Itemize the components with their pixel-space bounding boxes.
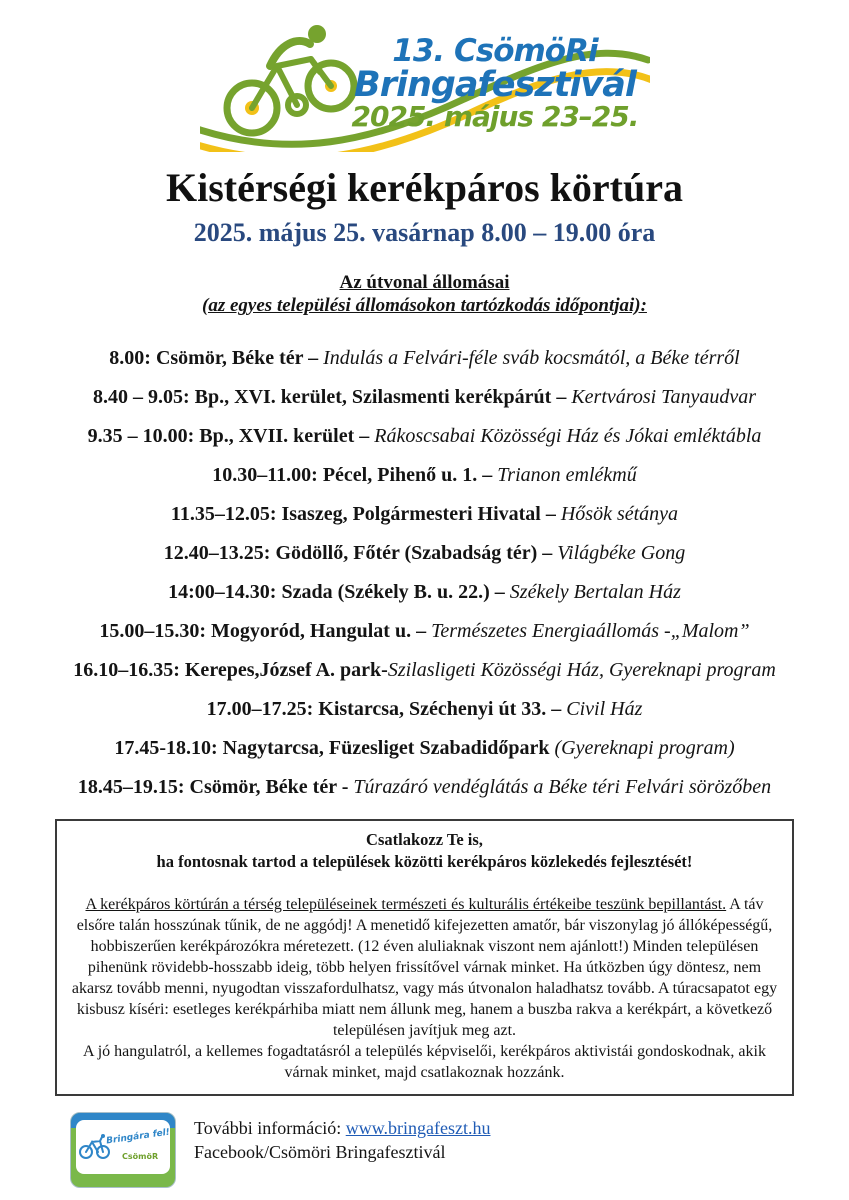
route-item — [0, 580, 849, 604]
route-item — [0, 502, 849, 526]
route-item-description: Hősök sétánya — [560, 503, 679, 525]
route-item-description: Rákoscsabai Közösségi Ház és Jókai emléktábla — [374, 425, 762, 447]
route-item-time-place: 17.45-18.10: Nagytarcsa, Füzesliget Szabadidőpark — [114, 737, 550, 759]
route-item-time-place: 9.35 – 10.00: Bp., XVII. kerület – — [87, 425, 370, 447]
festival-edition: 13. CsömöRi — [392, 33, 598, 69]
route-item-description: Természetes Energiaállomás -„Malom” — [431, 620, 750, 642]
route-item-time-place: 16.10–16.35: Kerepes,József A. park- — [73, 659, 388, 681]
website-link[interactable]: www.bringafeszt.hu — [345, 1117, 491, 1138]
join-info-box — [55, 819, 794, 1096]
route-item — [0, 775, 849, 799]
route-item — [0, 385, 849, 409]
route-item — [0, 658, 849, 682]
info-box-spacer — [71, 873, 778, 894]
festival-logo-text — [351, 33, 639, 134]
badge-white-panel — [76, 1120, 170, 1174]
route-item-description: (Gyereknapi program) — [554, 737, 735, 759]
route-item-time-place: 10.30–11.00: Pécel, Pihenő u. 1. – — [212, 464, 493, 486]
route-item — [0, 541, 849, 565]
footer-info-label: További információ: — [194, 1117, 346, 1138]
route-item-time-place: 14:00–14.30: Szada (Székely B. u. 22.) – — [168, 581, 505, 603]
route-subheading: (az egyes települési állomásokon tartózkodás időpontjai): — [202, 295, 647, 316]
festival-name: Bringafesztivál — [354, 64, 636, 105]
route-item-description: Kertvárosi Tanyaudvar — [571, 386, 756, 408]
info-box-body-text: A táv elsőre talán hosszúnak tűnik, de ne aggódj! A menetidő kifejezetten amatőr, bár viszonylag jó állóképességű, hobbiszerűen kerékpározókra méretezett. (12 éven aluliaknak viszont nem ajánlott!) Minden településen pihenünk rövidebb-hosszabb ideig, több helyen frissítővel várnak minket. Ha útközben úgy döntesz, nem akarsz tovább menni, nyugodtan visszafordulhatsz, vagy más útvonalon haladhatsz tovább. A túracsapatot egy kisbusz kíséri: esetleges kerékpárhiba miatt nem állunk meg, hanem a buszba rakva a kerékpárt, a következő településen javítjuk meg azt. — [71, 895, 778, 1040]
info-box-closing: A jó hangulatról, a kellemes fogadtatásról a település képviselői, kerékpáros aktivistái gondoskodnak, akik várnak minket, majd csatlakoznak hozzánk. — [83, 1043, 766, 1082]
footer — [70, 1112, 849, 1188]
route-item — [0, 697, 849, 721]
festival-dates: 2025. május 23–25. — [351, 100, 639, 134]
page-title: Kistérségi kerékpáros körtúra — [166, 165, 683, 210]
route-item — [0, 424, 849, 448]
route-item-description: Világbéke Gong — [557, 542, 686, 564]
route-heading: Az útvonal állomásai — [339, 272, 510, 293]
route-list — [0, 346, 849, 799]
route-item-time-place: 12.40–13.25: Gödöllő, Főtér (Szabadság tér) – — [163, 542, 553, 564]
route-item-time-place: 8.40 – 9.05: Bp., XVI. kerület, Szilasmenti kerékpárút – — [93, 386, 567, 408]
route-item-time-place: 8.00: Csömör, Béke tér – — [109, 347, 319, 369]
bringara-fel-badge — [70, 1112, 176, 1188]
route-item-time-place: 17.00–17.25: Kistarcsa, Széchenyi út 33. – — [206, 698, 562, 720]
route-item — [0, 619, 849, 643]
info-box-body — [71, 894, 778, 1042]
festival-logo — [200, 22, 650, 152]
info-box-heading-line2: ha fontosnak tartod a települések közötti kerékpáros közlekedés fejlesztését! — [156, 851, 693, 871]
info-box-underlined-sentence: A kerékpáros körtúrán a térség településeinek természeti és kulturális értékeibe teszünk bepillantást. — [85, 895, 727, 913]
route-item — [0, 736, 849, 760]
route-item-description: Trianon emlékmű — [497, 464, 637, 486]
route-item-description: Székely Bertalan Ház — [509, 581, 681, 603]
info-box-heading-line1: Csatlakozz Te is, — [366, 830, 483, 849]
route-item-time-place: 15.00–15.30: Mogyoród, Hangulat u. – — [99, 620, 427, 642]
footer-info-line — [194, 1116, 491, 1140]
route-item-time-place: 18.45–19.15: Csömör, Béke tér - — [77, 776, 349, 798]
route-item — [0, 346, 849, 370]
footer-contact-block — [194, 1112, 491, 1165]
route-item-description: Túrazáró vendéglátás a Béke téri Felvári sörözőben — [353, 776, 772, 798]
route-item — [0, 463, 849, 487]
route-item-description: Szilasligeti Közösségi Ház, Gyereknapi program — [387, 659, 776, 681]
route-item-description: Indulás a Felvári-féle sváb kocsmától, a Béke térről — [323, 347, 740, 369]
badge-town-name: CsömöR — [122, 1151, 159, 1161]
event-date-subtitle: 2025. május 25. vasárnap 8.00 – 19.00 óra — [193, 218, 656, 247]
route-item-description: Civil Ház — [566, 698, 643, 720]
route-item-time-place: 11.35–12.05: Isaszeg, Polgármesteri Hivatal – — [170, 503, 556, 525]
footer-facebook-line: Facebook/Csömöri Bringafesztivál — [194, 1141, 446, 1162]
badge-slogan: Bringára fel! — [105, 1127, 171, 1146]
